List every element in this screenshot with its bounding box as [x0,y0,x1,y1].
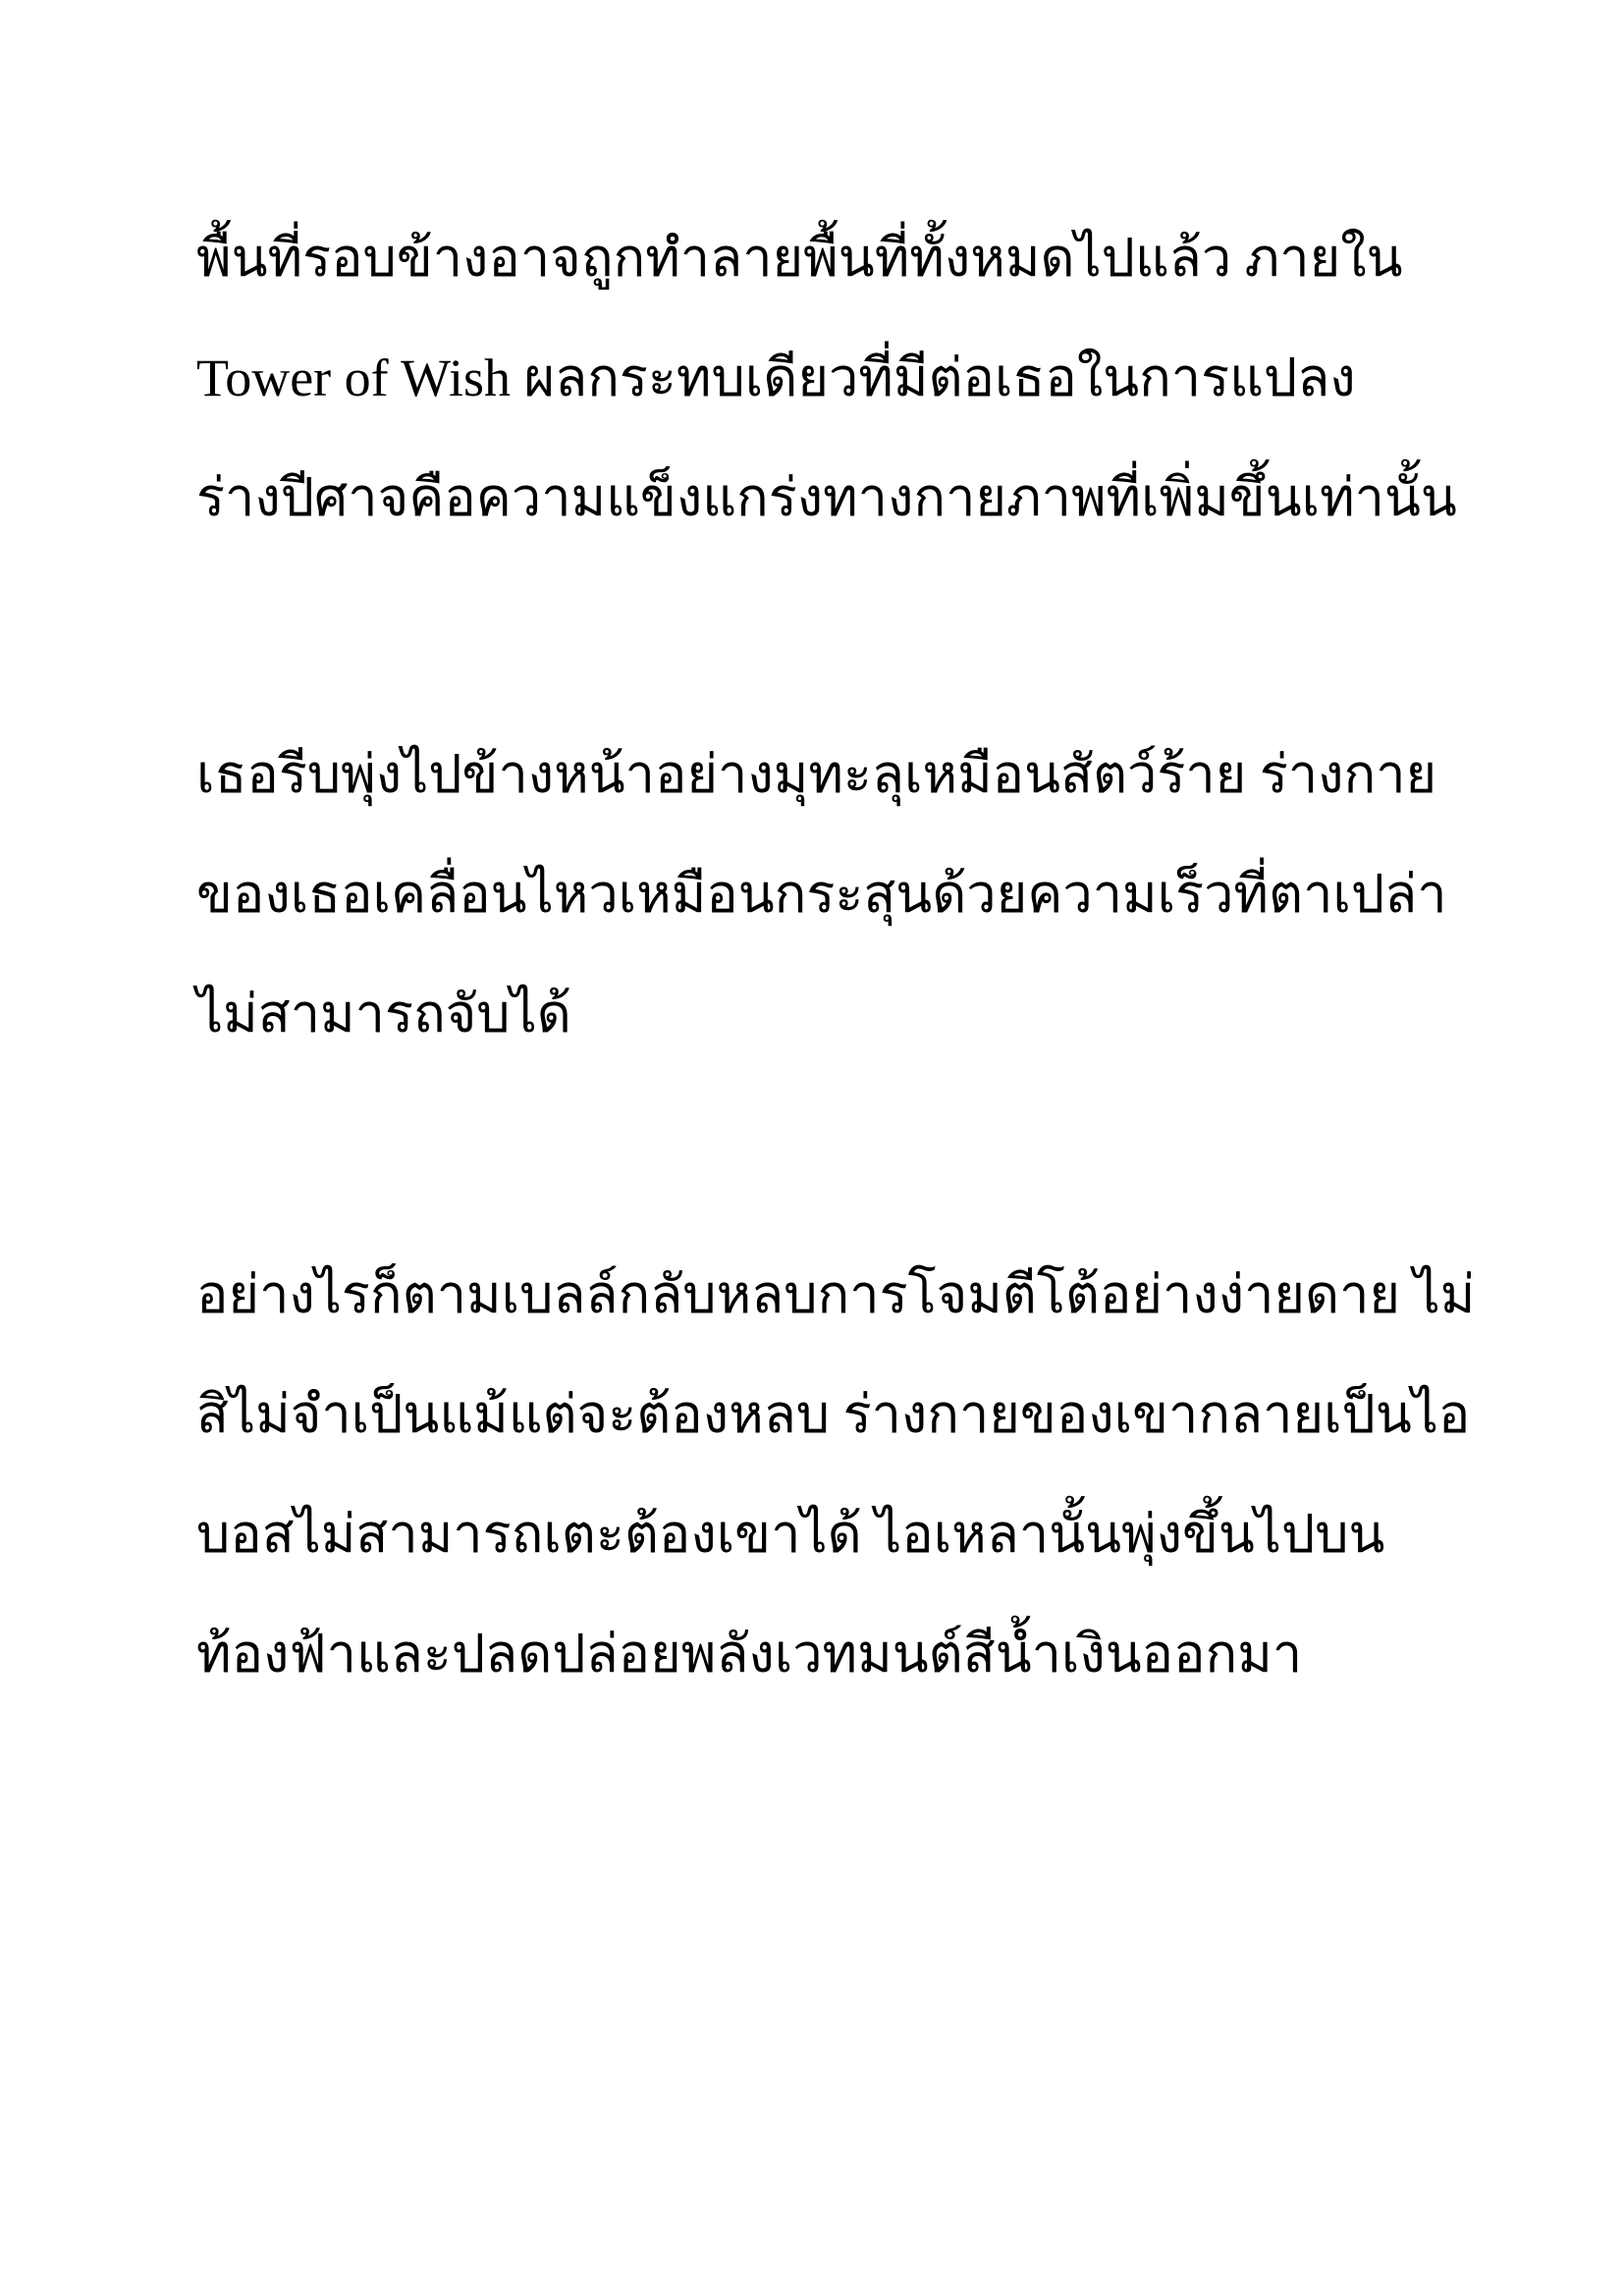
paragraph-line: ไม่สามารถจับได้ [196,985,571,1043]
paragraph-1 [196,198,1473,558]
paragraph-line: เธอรีบพุ่งไปข้างหน้าอย่างมุทะลุเหมือนสัตว์ร้าย ร่างกาย [196,745,1437,804]
paragraph-line: ของเธอเคลื่อนไหวเหมือนกระสุนด้วยความเร็วที่ตาเปล่า [196,865,1447,924]
paragraph-3 [196,1235,1476,1714]
paragraph-line: Tower of Wish ผลกระทบเดียวที่มีต่อเธอในการแปลง [196,348,1356,407]
paragraph-line: อย่างไรก็ตามเบลล์กลับหลบการโจมตีโต้อย่างง่ายดาย ไม่ [196,1265,1476,1324]
paragraph-line: พื้นที่รอบข้างอาจถูกทำลายพื้นที่ทั้งหมดไปแล้ว ภายใน [196,229,1403,288]
paragraph-2 [196,715,1473,1074]
paragraph-line: บอสไม่สามารถเตะต้องเขาได้ ไอเหลานั้นพุ่งขึ้นไปบน [196,1505,1385,1564]
paragraph-line: ท้องฟ้าและปลดปล่อยพลังเวทมนต์สีน้ำเงินออกมา [196,1625,1303,1683]
paragraph-line: สิไม่จำเป็นแม้แต่จะต้องหลบ ร่างกายของเขากลายเป็นไอ [196,1385,1471,1444]
paragraph-line: ร่างปีศาจคือความแข็งแกร่งทางกายภาพที่เพิ่มขึ้นเท่านั้น [196,468,1457,527]
